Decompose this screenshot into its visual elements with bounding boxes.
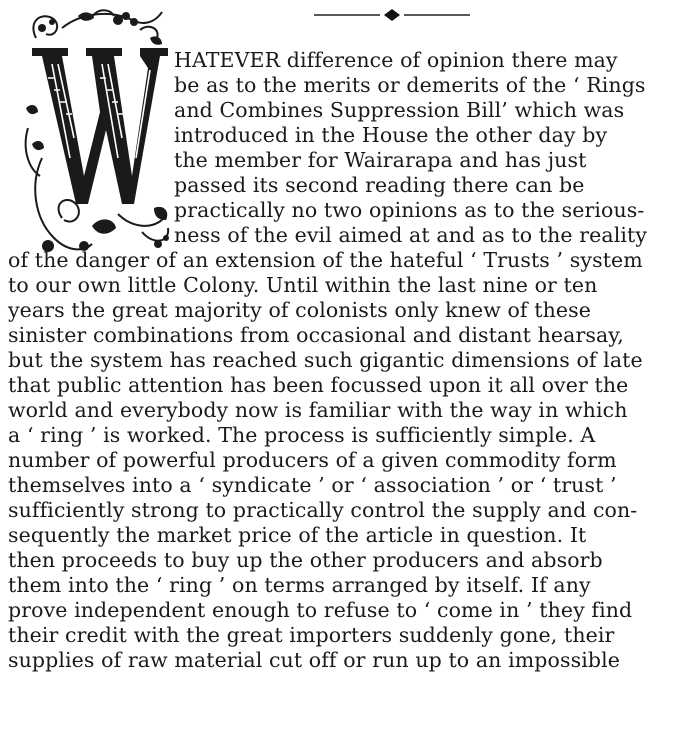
text-line-24: their credit with the great importers suddenly gone, their	[8, 623, 615, 647]
text-line-13: but the system has reached such gigantic dimensions of late	[8, 348, 643, 372]
text-line-18: themselves into a ‘ syndicate ’ or ‘ association ’ or ‘ trust ’	[8, 473, 617, 497]
ornamental-divider	[312, 8, 472, 22]
text-line-5: the member for Wairarapa and has just	[174, 148, 587, 172]
text-line-23: prove independent enough to refuse to ‘ come in ’ they find	[8, 598, 633, 622]
text-line-4: introduced in the House the other day by	[174, 123, 608, 147]
text-line-11: years the great majority of colonists only knew of these	[8, 298, 591, 322]
text-line-25: supplies of raw material cut off or run up to an impossible	[8, 648, 620, 672]
text-line-19: sufficiently strong to practically control the supply and con-	[8, 498, 638, 522]
text-line-22: them into the ‘ ring ’ on terms arranged by itself. If any	[8, 573, 591, 597]
text-line-20: sequently the market price of the article in question. It	[8, 523, 587, 547]
text-line-10: to our own little Colony. Until within the last nine or ten	[8, 273, 598, 297]
text-line-8: ness of the evil aimed at and as to the reality	[174, 223, 648, 247]
text-line-12: sinister combinations from occasional and distant hearsay,	[8, 323, 624, 347]
text-line-7: practically no two opinions as to the serious-	[174, 198, 645, 222]
text-line-17: number of powerful producers of a given commodity form	[8, 448, 617, 472]
text-line-14: that public attention has been focussed upon it all over the	[8, 373, 629, 397]
text-line-15: world and everybody now is familiar with the way in which	[8, 398, 628, 422]
text-line-6: passed its second reading there can be	[174, 173, 585, 197]
drop-cap-initial	[22, 8, 172, 260]
text-line-2: be as to the merits or demerits of the ‘ Rings	[174, 73, 646, 97]
floral-ornament-icon	[22, 8, 172, 260]
text-line-9: of the danger of an extension of the hateful ‘ Trusts ’ system	[8, 248, 643, 272]
text-line-1: HATEVER difference of opinion there may	[174, 48, 618, 72]
text-line-3: and Combines Suppression Bill’ which was	[174, 98, 625, 122]
text-line-16: a ‘ ring ’ is worked. The process is sufficiently simple. A	[8, 423, 596, 447]
text-line-21: then proceeds to buy up the other producers and absorb	[8, 548, 603, 572]
